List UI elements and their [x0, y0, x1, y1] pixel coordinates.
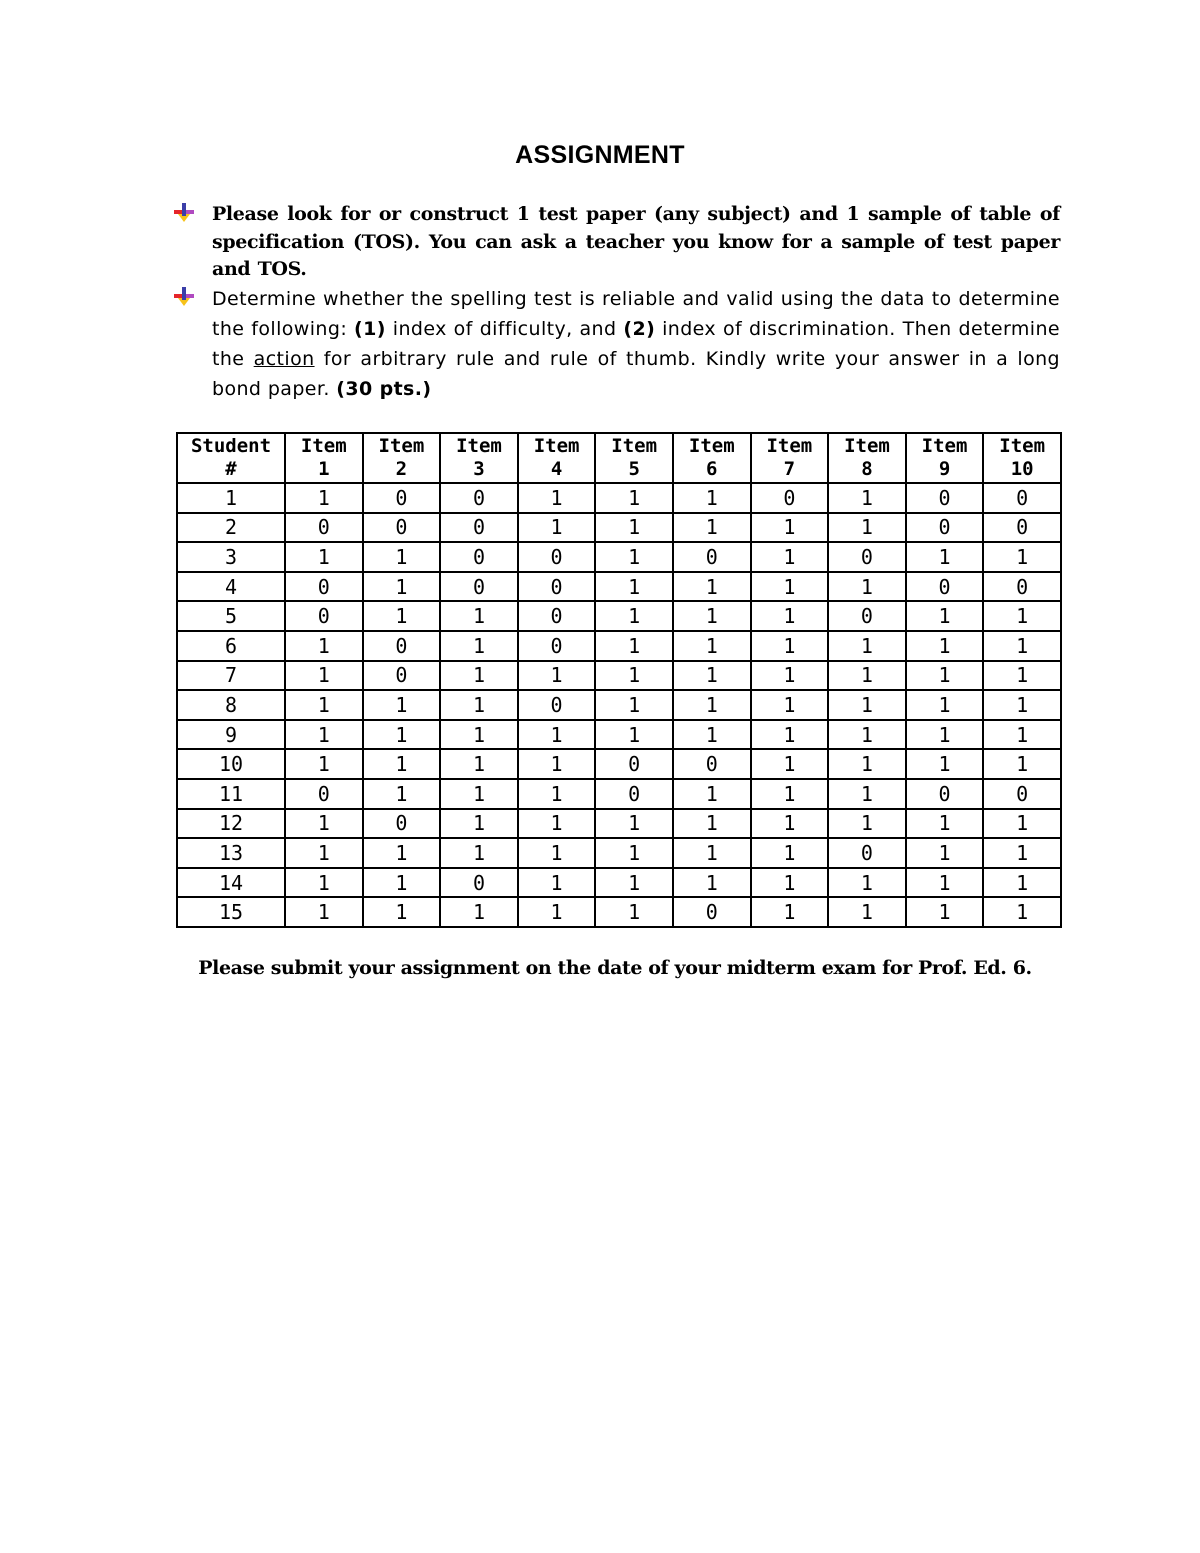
instruction-item-2	[172, 284, 1060, 404]
score-cell: 1	[363, 572, 441, 602]
column-header-item-5	[595, 433, 673, 483]
table-row	[177, 868, 1061, 898]
score-cell: 0	[906, 779, 984, 809]
score-cell: 1	[828, 809, 906, 839]
score-cell: 1	[751, 631, 829, 661]
column-header-label: Item	[611, 435, 658, 457]
score-cell: 1	[983, 838, 1061, 868]
score-cell: 0	[518, 572, 596, 602]
table-body	[177, 483, 1061, 927]
column-header-label: Item	[844, 435, 890, 457]
score-cell: 0	[363, 809, 441, 839]
score-cell: 1	[518, 749, 596, 779]
score-cell: 1	[285, 542, 363, 572]
page-title: ASSIGNMENT	[515, 141, 685, 169]
score-cell: 1	[751, 661, 829, 691]
score-cell: 0	[983, 572, 1061, 602]
column-header-number: 1	[318, 458, 330, 480]
score-cell: 0	[673, 542, 751, 572]
student-number-cell: 10	[177, 749, 285, 779]
score-cell: 1	[285, 749, 363, 779]
score-cell: 0	[595, 749, 673, 779]
instruction-number-1: (1)	[354, 317, 386, 340]
score-cell: 1	[440, 720, 518, 750]
score-cell: 1	[363, 749, 441, 779]
table-row	[177, 601, 1061, 631]
score-table	[176, 432, 1062, 928]
score-cell: 1	[751, 601, 829, 631]
score-cell: 0	[518, 542, 596, 572]
score-cell: 1	[751, 720, 829, 750]
column-header-item-4	[518, 433, 596, 483]
score-cell: 1	[285, 661, 363, 691]
score-cell: 0	[983, 483, 1061, 513]
column-header-label: Item	[921, 435, 968, 457]
score-cell: 1	[518, 720, 596, 750]
score-cell: 1	[673, 572, 751, 602]
column-header-number: 9	[938, 458, 951, 480]
score-cell: 1	[285, 838, 363, 868]
score-cell: 1	[983, 749, 1061, 779]
score-cell: 1	[518, 838, 596, 868]
column-header-item-7	[751, 433, 829, 483]
column-header-item-10	[983, 433, 1061, 483]
score-cell: 1	[518, 868, 596, 898]
score-cell: 1	[363, 897, 441, 927]
score-cell: 0	[828, 542, 906, 572]
column-header-number: 10	[1010, 458, 1034, 480]
score-cell: 1	[363, 601, 441, 631]
score-cell: 1	[751, 690, 829, 720]
column-header-number: 8	[861, 458, 873, 480]
score-cell: 1	[518, 809, 596, 839]
score-cell: 0	[440, 868, 518, 898]
column-header-number: 5	[628, 458, 640, 480]
score-cell: 1	[906, 749, 984, 779]
student-number-cell: 3	[177, 542, 285, 572]
score-cell: 1	[518, 661, 596, 691]
score-cell: 1	[983, 720, 1061, 750]
column-header-item-8	[828, 433, 906, 483]
column-header-label: Item	[456, 435, 502, 457]
instruction-item-1	[172, 201, 1060, 284]
score-cell: 1	[518, 779, 596, 809]
score-cell: 0	[440, 513, 518, 543]
student-number-cell: 7	[177, 661, 285, 691]
score-cell: 1	[673, 868, 751, 898]
instruction-text-2c: index of discrimination. Then determine the	[212, 317, 1060, 370]
score-cell: 1	[828, 513, 906, 543]
score-cell: 0	[828, 601, 906, 631]
score-cell: 0	[440, 542, 518, 572]
score-cell: 1	[906, 868, 984, 898]
column-header-number: 4	[550, 458, 563, 480]
column-header-item-2	[363, 433, 441, 483]
score-cell: 1	[751, 838, 829, 868]
score-cell: 1	[518, 897, 596, 927]
student-number-cell: 2	[177, 513, 285, 543]
column-header-number: #	[225, 458, 237, 480]
score-cell: 1	[595, 690, 673, 720]
score-cell: 1	[595, 720, 673, 750]
score-cell: 0	[673, 897, 751, 927]
column-header-label: Item	[999, 435, 1046, 457]
score-cell: 0	[906, 513, 984, 543]
score-cell: 1	[285, 897, 363, 927]
score-cell: 1	[440, 779, 518, 809]
student-number-cell: 14	[177, 868, 285, 898]
score-cell: 1	[595, 631, 673, 661]
score-cell: 1	[751, 572, 829, 602]
score-cell: 1	[285, 631, 363, 661]
column-header-student	[177, 433, 285, 483]
table-row	[177, 483, 1061, 513]
table-row	[177, 779, 1061, 809]
score-cell: 0	[906, 572, 984, 602]
score-cell: 1	[673, 601, 751, 631]
score-cell: 1	[285, 690, 363, 720]
score-cell: 0	[285, 513, 363, 543]
table-row	[177, 542, 1061, 572]
instruction-number-2: (2)	[623, 317, 656, 340]
score-cell: 1	[983, 601, 1061, 631]
score-cell: 1	[363, 542, 441, 572]
column-header-label: Item	[766, 435, 813, 457]
score-cell: 0	[363, 513, 441, 543]
score-cell: 1	[828, 749, 906, 779]
table-header-row	[177, 433, 1061, 483]
instruction-text-2a: Determine whether the spelling test is reliable and valid using the data to determine the following:	[212, 287, 1060, 340]
score-cell: 1	[983, 631, 1061, 661]
score-cell: 1	[440, 749, 518, 779]
student-number-cell: 4	[177, 572, 285, 602]
score-cell: 1	[518, 483, 596, 513]
table-row	[177, 720, 1061, 750]
score-cell: 1	[363, 838, 441, 868]
column-header-number: 7	[783, 458, 796, 480]
score-cell: 1	[828, 868, 906, 898]
score-cell: 1	[440, 809, 518, 839]
score-cell: 0	[440, 572, 518, 602]
student-number-cell: 6	[177, 631, 285, 661]
score-cell: 1	[595, 542, 673, 572]
submission-note: Please submit your assignment on the date of your midterm exam for Prof. Ed. 6.	[198, 957, 1032, 979]
score-cell: 1	[440, 897, 518, 927]
score-cell: 1	[983, 809, 1061, 839]
score-cell: 1	[828, 897, 906, 927]
score-cell: 1	[363, 720, 441, 750]
score-cell: 1	[751, 897, 829, 927]
column-header-item-6	[673, 433, 751, 483]
student-number-cell: 13	[177, 838, 285, 868]
table-row	[177, 749, 1061, 779]
instruction-list	[172, 201, 1060, 404]
instruction-underlined-word: action	[253, 347, 315, 370]
score-cell: 1	[363, 690, 441, 720]
score-cell: 1	[595, 897, 673, 927]
student-number-cell: 9	[177, 720, 285, 750]
score-cell: 0	[363, 661, 441, 691]
student-number-cell: 8	[177, 690, 285, 720]
score-cell: 1	[828, 690, 906, 720]
score-cell: 1	[363, 868, 441, 898]
score-cell: 1	[673, 661, 751, 691]
down-arrow-bullet-icon	[174, 203, 194, 223]
table-row	[177, 809, 1061, 839]
column-header-label: Item	[688, 435, 735, 457]
table-row	[177, 661, 1061, 691]
instruction-text-2b: index of difficulty, and	[385, 317, 624, 340]
score-cell: 0	[285, 601, 363, 631]
score-cell: 1	[828, 779, 906, 809]
score-cell: 1	[828, 631, 906, 661]
score-cell: 1	[440, 838, 518, 868]
score-cell: 0	[983, 513, 1061, 543]
student-number-cell: 1	[177, 483, 285, 513]
score-cell: 1	[673, 720, 751, 750]
score-cell: 1	[751, 749, 829, 779]
instruction-text-1: Please look for or construct 1 test paper (any subject) and 1 sample of table of specification (TOS). You can ask a teacher you know for a sample of test paper and TOS.	[212, 203, 1060, 280]
score-cell: 1	[673, 838, 751, 868]
table-row	[177, 513, 1061, 543]
score-cell: 0	[751, 483, 829, 513]
score-cell: 1	[983, 661, 1061, 691]
score-cell: 1	[440, 661, 518, 691]
score-cell: 1	[673, 809, 751, 839]
score-cell: 1	[673, 513, 751, 543]
score-cell: 1	[673, 631, 751, 661]
score-cell: 0	[440, 483, 518, 513]
score-cell: 1	[828, 572, 906, 602]
score-cell: 0	[906, 483, 984, 513]
column-header-label: Student	[190, 435, 272, 457]
score-cell: 1	[595, 572, 673, 602]
score-cell: 1	[906, 631, 984, 661]
instruction-text-2d: for arbitrary rule and rule of thumb. Kindly write your answer in a long bond paper.	[212, 347, 1060, 400]
column-header-label: Item	[300, 435, 347, 457]
student-number-cell: 5	[177, 601, 285, 631]
column-header-item-9	[906, 433, 984, 483]
score-cell: 1	[751, 513, 829, 543]
score-cell: 0	[285, 572, 363, 602]
score-cell: 1	[673, 690, 751, 720]
score-cell: 1	[673, 483, 751, 513]
score-cell: 1	[440, 631, 518, 661]
table-row	[177, 572, 1061, 602]
column-header-item-3	[440, 433, 518, 483]
score-cell: 1	[285, 868, 363, 898]
score-cell: 0	[673, 749, 751, 779]
score-cell: 1	[906, 809, 984, 839]
score-cell: 1	[983, 897, 1061, 927]
student-number-cell: 15	[177, 897, 285, 927]
column-header-label: Item	[533, 435, 580, 457]
score-cell: 1	[595, 661, 673, 691]
score-cell: 0	[983, 779, 1061, 809]
score-cell: 1	[595, 483, 673, 513]
down-arrow-bullet-icon	[174, 287, 194, 307]
score-cell: 1	[906, 542, 984, 572]
score-cell: 0	[285, 779, 363, 809]
table-row	[177, 690, 1061, 720]
score-cell: 1	[440, 690, 518, 720]
score-cell: 1	[828, 483, 906, 513]
score-cell: 0	[518, 601, 596, 631]
score-cell: 0	[828, 838, 906, 868]
score-cell: 1	[751, 779, 829, 809]
score-cell: 1	[828, 720, 906, 750]
column-header-number: 3	[473, 458, 485, 480]
score-cell: 1	[440, 601, 518, 631]
score-cell: 1	[906, 897, 984, 927]
score-cell: 1	[673, 779, 751, 809]
column-header-number: 6	[706, 458, 718, 480]
score-cell: 1	[595, 838, 673, 868]
score-cell: 1	[285, 720, 363, 750]
score-cell: 1	[595, 601, 673, 631]
score-cell: 0	[518, 690, 596, 720]
score-cell: 1	[595, 513, 673, 543]
score-cell: 1	[285, 809, 363, 839]
score-cell: 1	[595, 868, 673, 898]
table-row	[177, 631, 1061, 661]
score-cell: 1	[906, 661, 984, 691]
column-header-label: Item	[378, 435, 425, 457]
table-row	[177, 897, 1061, 927]
score-cell: 0	[363, 631, 441, 661]
score-cell: 1	[363, 779, 441, 809]
score-cell: 1	[906, 690, 984, 720]
score-cell: 0	[363, 483, 441, 513]
score-cell: 1	[518, 513, 596, 543]
score-cell: 1	[983, 690, 1061, 720]
score-cell: 0	[595, 779, 673, 809]
score-cell: 1	[751, 809, 829, 839]
table-row	[177, 838, 1061, 868]
score-cell: 1	[751, 542, 829, 572]
score-cell: 1	[906, 720, 984, 750]
score-cell: 1	[983, 868, 1061, 898]
score-cell: 1	[285, 483, 363, 513]
score-cell: 1	[828, 661, 906, 691]
score-cell: 1	[983, 542, 1061, 572]
score-cell: 1	[751, 868, 829, 898]
score-cell: 1	[595, 809, 673, 839]
score-cell: 1	[906, 601, 984, 631]
score-cell: 1	[906, 838, 984, 868]
points-label: (30 pts.)	[336, 377, 432, 400]
column-header-item-1	[285, 433, 363, 483]
score-cell: 0	[518, 631, 596, 661]
student-number-cell: 12	[177, 809, 285, 839]
column-header-number: 2	[395, 458, 408, 480]
student-number-cell: 11	[177, 779, 285, 809]
